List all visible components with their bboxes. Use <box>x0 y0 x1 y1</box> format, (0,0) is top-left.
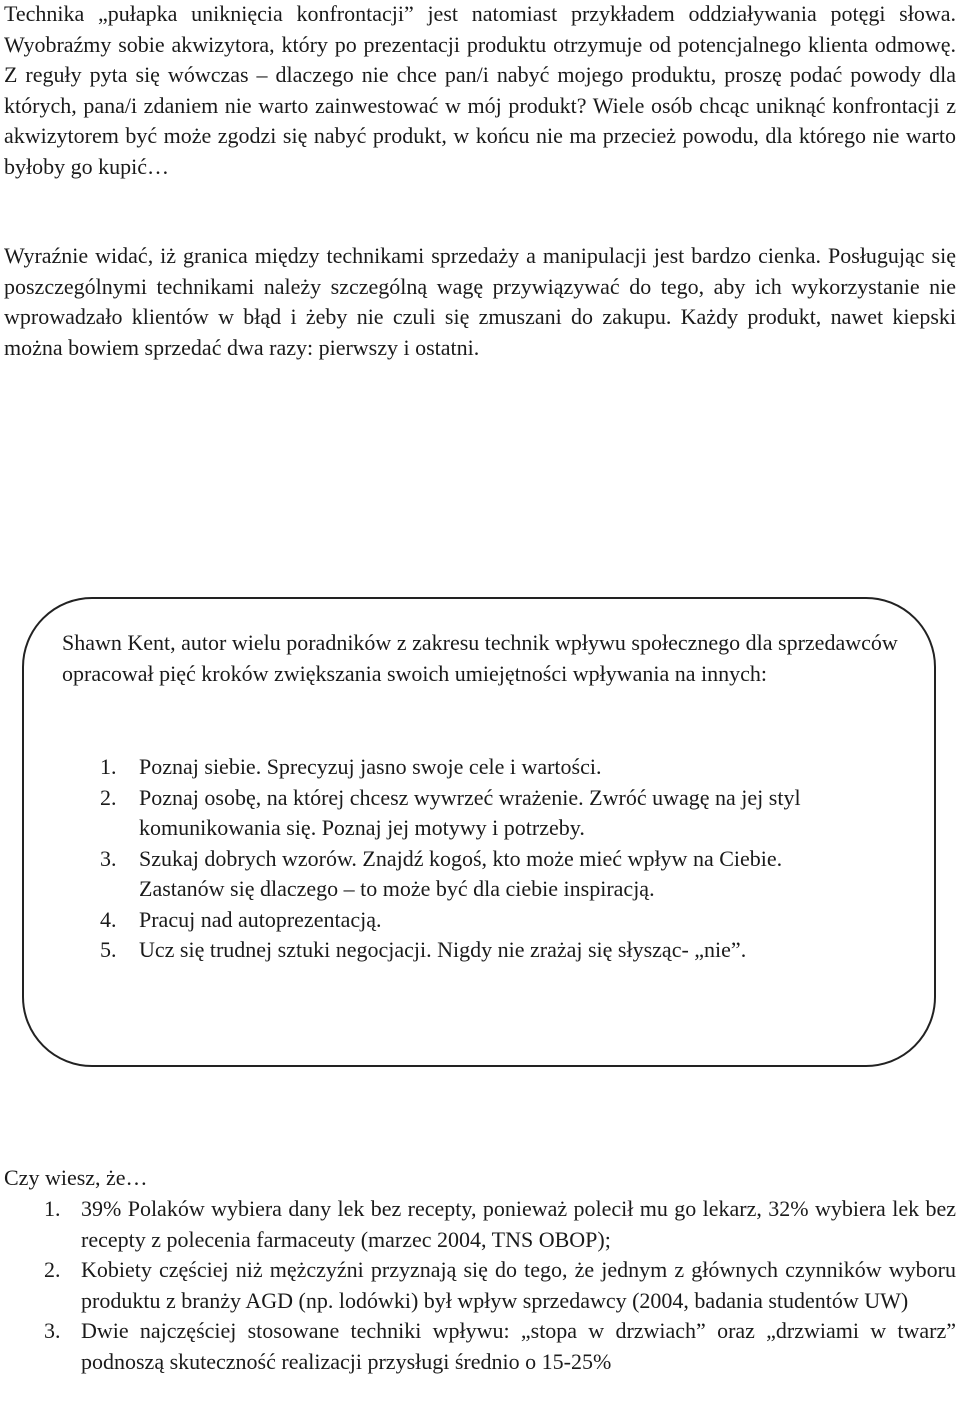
list-number: 1. <box>44 1196 61 1221</box>
list-number: 3. <box>44 1318 61 1343</box>
list-item <box>62 752 862 783</box>
list-item <box>62 935 862 966</box>
list-number: 2. <box>100 784 117 810</box>
list-item <box>62 905 862 936</box>
list-item-text: 39% Polaków wybiera dany lek bez recepty, ponieważ polecił mu go lekarz, 32% wybiera lek bez recepty z polecenia farmaceuty (marzec 2004, TNS OBOP); <box>81 1196 956 1252</box>
list-number: 5. <box>100 937 117 962</box>
list-item-text: Pracuj nad autoprezentacją. <box>139 906 382 932</box>
list-number: 2. <box>44 1257 61 1282</box>
did-you-know-list <box>4 1194 956 1377</box>
list-number: 1. <box>100 754 117 779</box>
list-item-text: Dwie najczęściej stosowane techniki wpływu: „stopa w drzwiach” oraz „drzwiami w twarz” podnoszą skuteczność realizacji przysługi średnio o 15-25% <box>81 1318 956 1374</box>
list-item-text: Poznaj siebie. Sprecyzuj jasno swoje cele i wartości. <box>139 754 602 779</box>
paragraph-confrontation-trap: Technika „pułapka uniknięcia konfrontacji” jest natomiast przykładem oddziaływania potęgi słowa. Wyobraźmy sobie akwizytora, który po prezentacji produktu otrzymuje od potencjalnego klienta odmowę. Z reguły pyta się wówczas – dlaczego nie chce pan/i nabyć mojego produktu, proszę podać powody dla których, pana/i zdaniem nie warto zainwestować w mój produkt? Wiele osób chcąc uniknąć konfrontacji z akwizytorem być może zgodzi się nabyć produkt, w końcu nie ma przecież powodu, dla którego nie warto byłoby go kupić… <box>4 1 956 179</box>
list-item-text: Poznaj osobę, na której chcesz wywrzeć wrażenie. Zwróć uwagę na jej styl komunikowania się. Poznaj jej motywy i potrzeby. <box>139 784 801 840</box>
list-number: 3. <box>100 845 117 871</box>
list-item <box>62 844 862 905</box>
paragraph-sales-vs-manipulation: Wyraźnie widać, iż granica między technikami sprzedaży a manipulacji jest bardzo cienka. Posługując się poszczególnymi technikami należy szczególną wagę przywiązywać do tego, aby ich wykorzystanie nie wprowadzało klientów w błąd i żeby nie czuli się zmuszani do zakupu. Każdy produkt, nawet kiepski można bowiem sprzedać dwa razy: pierwszy i ostatni. <box>4 243 956 360</box>
list-item <box>4 1316 956 1377</box>
list-item-text: Ucz się trudnej sztuki negocjacji. Nigdy nie zrażaj się słysząc- „nie”. <box>139 937 747 962</box>
info-box-intro: Shawn Kent, autor wielu poradników z zakresu technik wpływu społecznego dla sprzedawców opracował pięć kroków zwiększania swoich umiejętności wpływania na innych: <box>62 630 898 686</box>
influence-steps-list <box>62 752 862 966</box>
list-item <box>4 1255 956 1316</box>
list-item-text: Kobiety częściej niż mężczyźni przyznają się do tego, że jednym z głównych czynników wyboru produktu z branży AGD (np. lodówki) był wpływ sprzedawcy (2004, badania studentów UW) <box>81 1257 956 1313</box>
list-item <box>62 783 862 844</box>
list-item <box>4 1194 956 1255</box>
did-you-know-heading: Czy wiesz, że… <box>4 1165 148 1190</box>
list-item-text: Szukaj dobrych wzorów. Znajdź kogoś, kto może mieć wpływ na Ciebie. Zastanów się dlaczego – to może być dla ciebie inspiracją. <box>139 845 783 901</box>
list-number: 4. <box>100 906 117 932</box>
